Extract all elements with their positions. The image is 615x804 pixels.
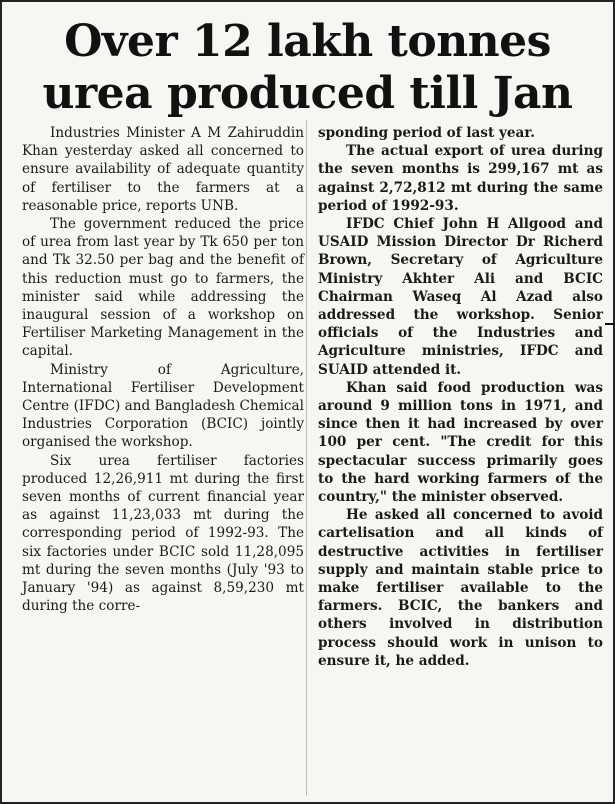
headline xyxy=(12,16,603,120)
headline-line-1: Over 12 lakh tonnes xyxy=(64,16,551,67)
article-column-left xyxy=(22,124,304,615)
paragraph: Ministry of Agriculture, International Fertiliser Development Centre (IFDC) and Bangladesh Chemical Industries Corporation (BCIC) jointly organised the workshop. xyxy=(22,361,304,451)
article-column-right xyxy=(318,124,603,670)
paragraph-continuation: sponding period of last year. xyxy=(318,125,535,141)
paragraph: IFDC Chief John H Allgood and USAID Mission Director Dr Richerd Brown, Secretary of Agriculture Ministry Akhter Ali and BCIC Chairman Waseq Al Azad also addressed the workshop. Senior officials of the Industries and Agriculture ministries, IFDC and SUAID attended it. xyxy=(318,216,603,378)
paragraph: Khan said food production was around 9 million tons in 1971, and since then it had increased by over 100 per cent. "The credit for this spectacular success primarily goes to the hard working farmers of the country," the minister observed. xyxy=(318,379,603,506)
paragraph: The government reduced the price of urea from last year by Tk 650 per ton and Tk 32.50 per bag and the benefit of this reduction must go to farmers, the minister said while addressing the inaugural session of a workshop on Fertiliser Marketing Management in the capital. xyxy=(22,216,304,360)
paragraph: He asked all concerned to avoid cartelisation and all kinds of destructive activities in fertiliser supply and maintain stable price to make fertiliser available to the farmers. BCIC, the bankers and others involved in distribution process should work in unison to ensure it, he added. xyxy=(318,507,603,669)
paragraph: Six urea fertiliser factories produced 12,26,911 mt during the first seven months of current financial year as against 11,23,033 mt during the corresponding period of 1992-93. The six factories under BCIC sold 11,28,095 mt during the seven months (July '93 to January '94) as against 8,59,230 mt during the corre- xyxy=(22,452,304,615)
paragraph: The actual export of urea during the seven months is 299,167 mt as against 2,72,812 mt during the same period of 1992-93. xyxy=(318,143,603,214)
headline-line-2: urea produced till Jan xyxy=(42,68,573,119)
edge-mark xyxy=(605,323,615,325)
column-divider xyxy=(306,120,307,796)
paragraph: Industries Minister A M Zahiruddin Khan yesterday asked all concerned to ensure availability of adequate quantity of fertiliser to the farmers at a reasonable price, reports UNB. xyxy=(22,125,304,214)
